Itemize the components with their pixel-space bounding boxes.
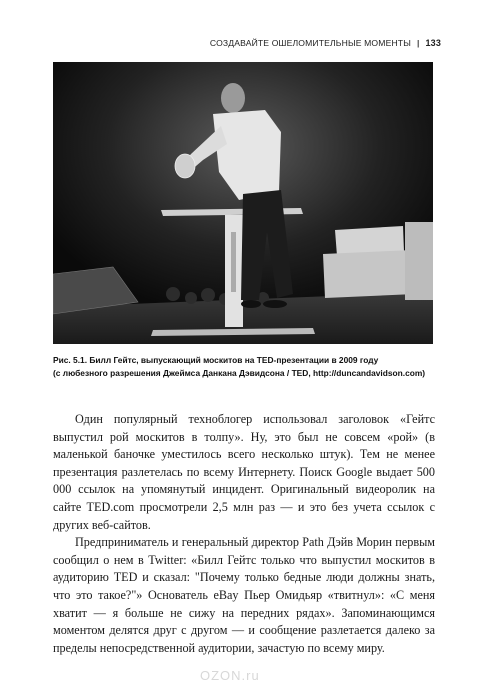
caption-text: Билл Гейтс, выпускающий москитов на TED-презентации в 2009 году (89, 355, 379, 365)
paragraph-1: Один популярный техноблогер использовал заголовок «Гейтс выпустил рой москитов в толпу». Ну, это был не совсем «рой» (в маленькой баночке уместилось всего несколько штук). Тем не менее презентация разлетелась по всему Интернету. Поиск Google выдает 500 000 ссылок на упомянутый инцидент. Оригинальный видеоролик на сайте TED.com просмотрели 2,5 млн раз — и это без учета ссылок с других веб-сайтов. (53, 412, 435, 532)
section-title: СОЗДАВАЙТЕ ОШЕЛОМИТЕЛЬНЫЕ МОМЕНТЫ (209, 38, 411, 48)
caption-line-2: (с любезного разрешения Джеймса Данкана Дэвидсона / TED, http://duncandavidson.com) (53, 367, 426, 378)
paragraph-2: Предприниматель и генеральный директор Path Дэйв Морин первым сообщил о нем в Twitter: «Билл Гейтс только что выпустил москитов в аудиторию TED и сказал: "Почему только бедные люди должны знать, что это такое?"» Основатель eBay Пьер Омидьяр «твитнул»: «С меня хватит — я больше не сижу на передних рядах». Запоминающимся моментом делятся друг с другом — и сообщение разлетается далеко за пределы непосредственной аудитории, зачастую по всему миру. (53, 535, 435, 655)
running-header (210, 38, 441, 48)
body-text (53, 411, 435, 657)
figure-photo (53, 62, 433, 344)
stage-photo-illustration (53, 62, 433, 344)
header-separator: | (416, 38, 420, 48)
figure-caption (53, 354, 443, 379)
watermark: OZON.ru (200, 668, 260, 683)
figure-label: Рис. 5.1. (53, 355, 88, 365)
page-number: 133 (425, 38, 441, 48)
caption-line-1 (53, 354, 443, 367)
